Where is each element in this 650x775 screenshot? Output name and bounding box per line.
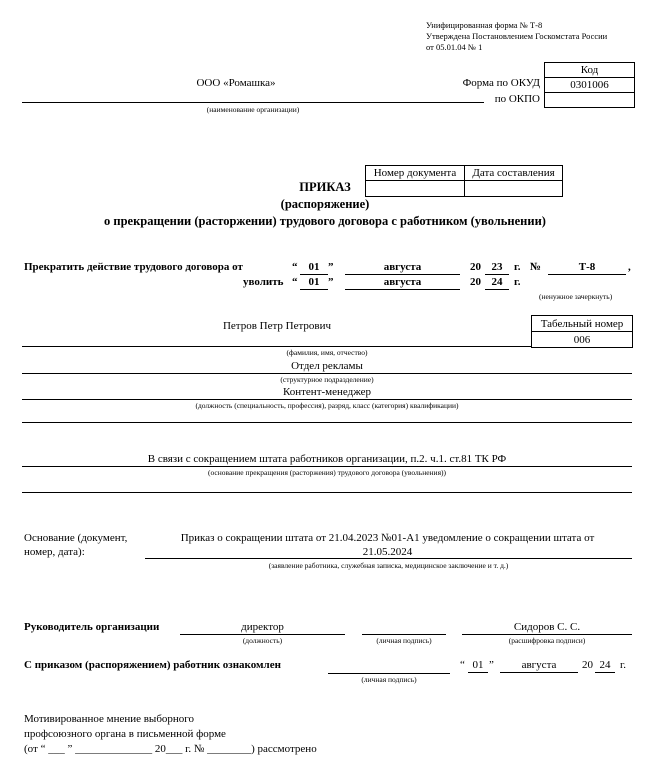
dismiss-year-line bbox=[485, 289, 509, 290]
grounds-line bbox=[22, 466, 632, 467]
ack-quote-open: “ bbox=[460, 659, 465, 671]
year-prefix-2: 20 bbox=[470, 276, 481, 288]
org-caption: (наименование организации) bbox=[206, 105, 300, 114]
head-name-caption: (расшифровка подписи) bbox=[508, 636, 586, 645]
union-line-1: Мотивированное мнение выборного bbox=[24, 713, 195, 725]
head-name-line bbox=[462, 634, 632, 635]
number-sign: № bbox=[530, 261, 542, 273]
okud-label: Форма по ОКУД bbox=[462, 77, 540, 89]
head-name: Сидоров С. С. bbox=[513, 621, 581, 633]
employee-name: Петров Петр Петрович bbox=[222, 320, 332, 332]
basis-caption: (заявление работника, служебная записка, медицинское заключение и т. д.) bbox=[268, 561, 509, 570]
okpo-label: по ОКПО bbox=[494, 93, 540, 105]
org-name: ООО «Ромашка» bbox=[196, 77, 276, 89]
department: Отдел рекламы bbox=[291, 360, 363, 372]
tab-number-value: 006 bbox=[532, 332, 633, 348]
contract-number: Т-8 bbox=[578, 261, 596, 273]
basis-label-2: номер, дата): bbox=[24, 546, 85, 558]
ack-month: августа bbox=[521, 659, 557, 671]
strike-note: (ненужное зачеркнуть) bbox=[539, 292, 613, 301]
name-caption: (фамилия, имя, отчество) bbox=[286, 348, 368, 357]
head-position: директор bbox=[241, 621, 284, 633]
dismiss-day: 01 bbox=[308, 276, 320, 288]
grounds-caption: (основание прекращения (расторжения) трудового договора (увольнения)) bbox=[207, 468, 447, 477]
year-suffix: г. bbox=[514, 261, 521, 273]
position-extra-line bbox=[22, 422, 632, 423]
contract-year: 23 bbox=[491, 261, 503, 273]
union-line-2: профсоюзного органа в письменной форме bbox=[24, 728, 226, 740]
ack-day-line bbox=[468, 672, 488, 673]
org-line bbox=[22, 102, 484, 103]
acknowledge-label: С приказом (распоряжением) работник ознакомлен bbox=[24, 659, 281, 671]
ack-day: 01 bbox=[472, 659, 484, 671]
ack-year-line bbox=[595, 672, 615, 673]
grounds-text: В связи с сокращением штата работников организации, п.2. ч.1. ст.81 ТК РФ bbox=[147, 453, 507, 465]
approved-date: от 05.01.04 № 1 bbox=[426, 42, 483, 52]
dismiss-year: 24 bbox=[491, 276, 503, 288]
grounds-extra-line bbox=[22, 492, 632, 493]
comma: , bbox=[628, 261, 631, 273]
dismiss-month-line bbox=[345, 289, 460, 290]
doc-number-header: Номер документа bbox=[366, 166, 465, 181]
head-position-caption: (должность) bbox=[242, 636, 283, 645]
contract-month: августа bbox=[383, 261, 422, 273]
contract-day: 01 bbox=[308, 261, 320, 273]
department-caption: (структурное подразделение) bbox=[280, 375, 374, 384]
head-label: Руководитель организации bbox=[24, 621, 160, 633]
quote-open: “ bbox=[292, 261, 298, 273]
ack-year: 24 bbox=[599, 659, 611, 671]
terminate-label: Прекратить действие трудового договора от bbox=[24, 261, 243, 273]
quote-close: ” bbox=[328, 261, 334, 273]
basis-line bbox=[145, 558, 632, 559]
title-order: (распоряжение) bbox=[280, 197, 370, 211]
contract-number-line bbox=[548, 274, 626, 275]
contract-day-line bbox=[300, 274, 328, 275]
dismiss-day-line bbox=[300, 289, 328, 290]
ack-signature-line bbox=[328, 673, 450, 674]
ack-year-prefix: 20 bbox=[582, 659, 593, 671]
tab-number-label: Табельный номер bbox=[532, 316, 633, 332]
union-line-3: (от “ ___ ” ______________ 20___ г. № ________) рассмотрено bbox=[24, 743, 317, 755]
doc-date-header: Дата составления bbox=[465, 166, 563, 181]
basis-text-2: 21.05.2024 bbox=[362, 546, 413, 558]
basis-label-1: Основание (документ, bbox=[24, 532, 128, 544]
year-prefix: 20 bbox=[470, 261, 481, 273]
contract-month-line bbox=[345, 274, 460, 275]
dismiss-month: августа bbox=[383, 276, 422, 288]
year-suffix-2: г. bbox=[514, 276, 521, 288]
okpo-value bbox=[545, 93, 635, 108]
approved-text: Утверждена Постановлением Госкомстата России bbox=[426, 31, 608, 41]
ack-signature-caption: (личная подпись) bbox=[361, 675, 417, 684]
name-line bbox=[22, 346, 532, 347]
position-line bbox=[22, 399, 632, 400]
head-signature-line bbox=[362, 634, 446, 635]
ack-month-line bbox=[500, 672, 578, 673]
position: Контент-менеджер bbox=[282, 386, 372, 398]
title-prikaz: ПРИКАЗ bbox=[299, 180, 351, 194]
basis-text-1: Приказ о сокращении штата от 21.04.2023 №01-А1 уведомление о сокращении штата от bbox=[180, 532, 595, 544]
code-table bbox=[544, 62, 635, 108]
title-subject: о прекращении (расторжении) трудового договора с работником (увольнении) bbox=[104, 214, 546, 228]
okud-value: 0301006 bbox=[545, 78, 635, 93]
contract-year-line bbox=[485, 274, 509, 275]
tab-number-table bbox=[531, 315, 633, 348]
ack-quote-close: ” bbox=[489, 659, 494, 671]
form-name: Унифицированная форма № Т-8 bbox=[426, 20, 543, 30]
ack-year-suffix: г. bbox=[620, 659, 627, 671]
department-line bbox=[22, 373, 632, 374]
head-signature-caption: (личная подпись) bbox=[376, 636, 432, 645]
code-label: Код bbox=[545, 63, 635, 78]
dismiss-label: уволить bbox=[243, 276, 284, 288]
quote-open-2: “ bbox=[292, 276, 298, 288]
position-caption: (должность (специальность, профессия), разряд, класс (категория) квалификации) bbox=[195, 401, 459, 410]
head-position-line bbox=[180, 634, 345, 635]
quote-close-2: ” bbox=[328, 276, 334, 288]
